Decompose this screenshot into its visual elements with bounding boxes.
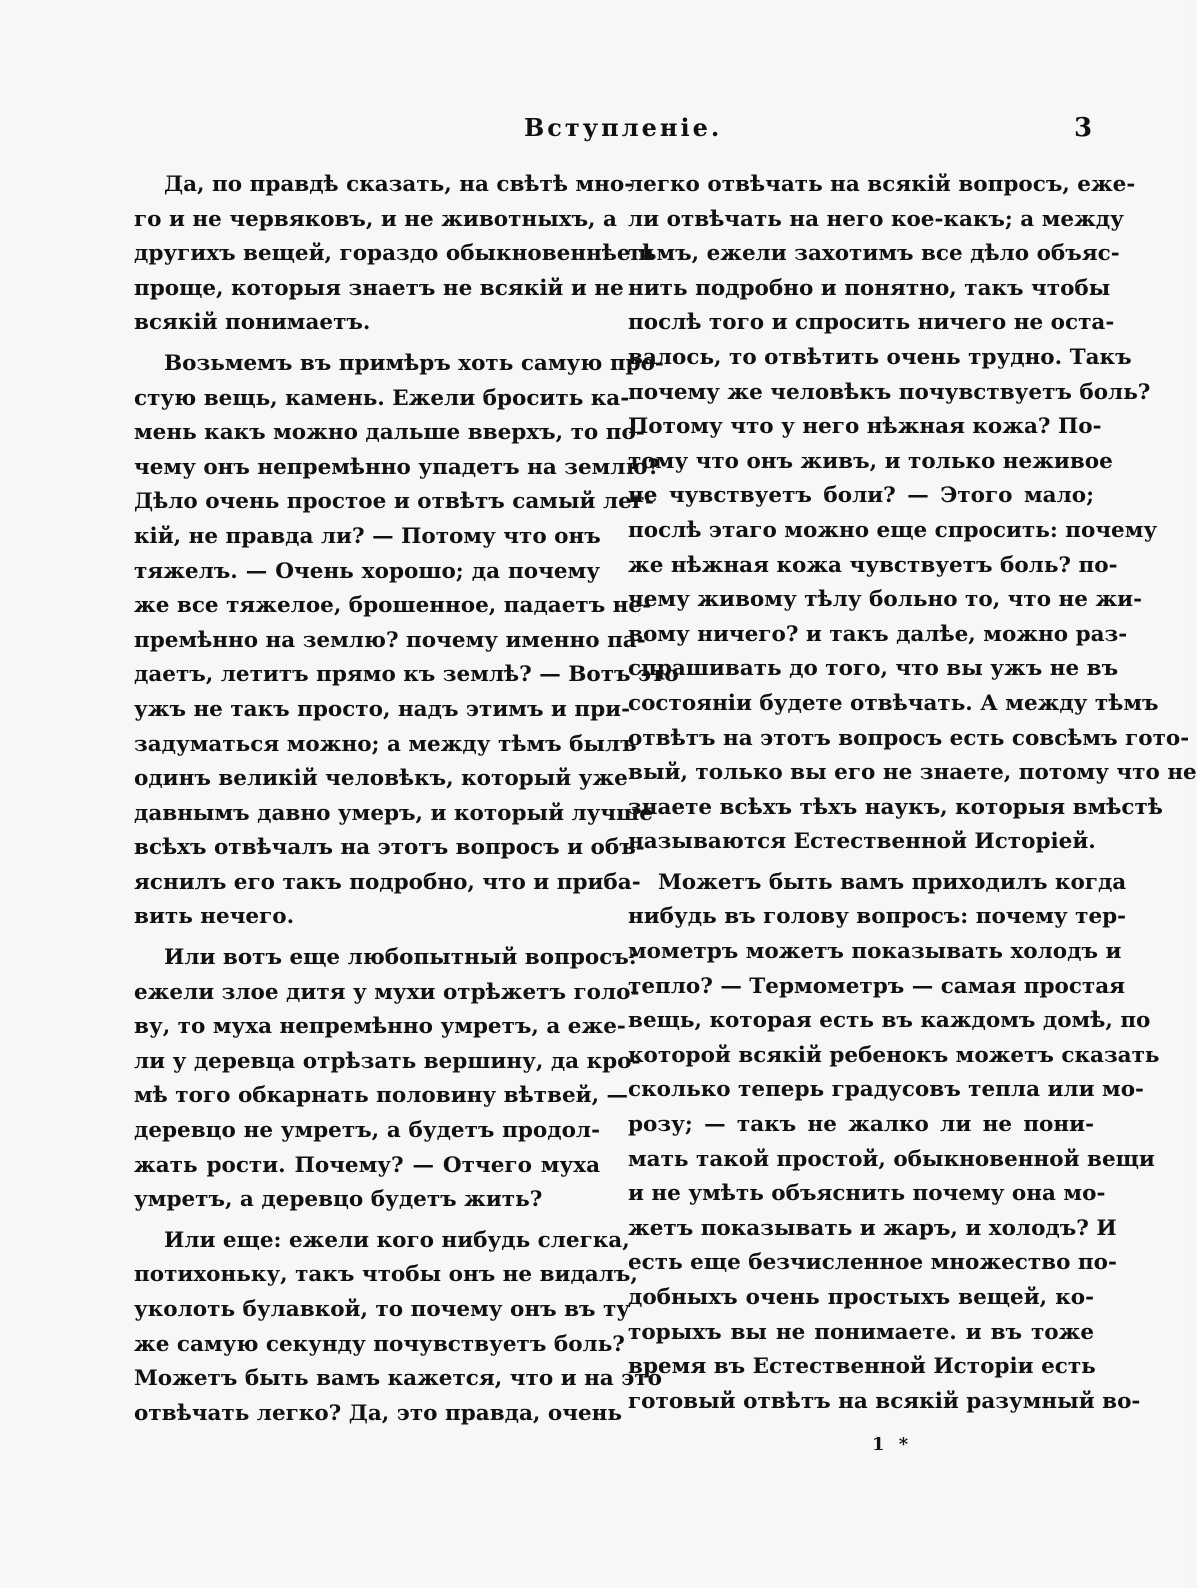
- text-line: мѣ того обкарнать половину вѣтвей, —: [134, 1083, 629, 1109]
- text-line: и не умѣть объяснить почему она мо-: [628, 1181, 1106, 1207]
- text-line: тяжелъ. — Очень хорошо; да почему: [134, 558, 600, 584]
- text-line: называются Естественной Исторіей.: [628, 829, 1096, 855]
- text-line: всѣхъ отвѣчалъ на этотъ вопросъ и объ-: [134, 835, 645, 861]
- text-line: другихъ вещей, гораздо обыкновеннѣе и: [134, 241, 655, 267]
- right-text-column: [628, 168, 1197, 1419]
- text-line: чему живому тѣлу больно то, что не жи-: [628, 587, 1143, 613]
- text-line: стую вещь, камень. Ежели бросить ка-: [134, 385, 630, 411]
- text-line: Потому что у него нѣжная кожа? По-: [628, 414, 1102, 440]
- text-line: потихоньку, такъ чтобы онъ не видалъ,: [134, 1262, 638, 1288]
- text-line: легко отвѣчать на всякій вопросъ, еже-: [628, 172, 1136, 197]
- running-header: [0, 112, 1191, 152]
- text-line: состояніи будете отвѣчать. А между тѣмъ: [628, 690, 1159, 716]
- text-line: чему онъ непремѣнно упадетъ на землю?: [134, 454, 661, 480]
- text-line: ли отвѣчать на него кое-какъ; а между: [628, 206, 1124, 232]
- text-line: не чувствуетъ боли? — Этого мало;: [628, 483, 1094, 509]
- text-line: проще, которыя знаетъ не всякій и не: [134, 275, 624, 301]
- text-line: мать такой простой, обыкновенной вещи: [628, 1146, 1155, 1172]
- text-line: вещь, которая есть въ каждомъ домѣ, по: [628, 1008, 1151, 1034]
- text-line: Или еще: ежели кого нибудь слегка,: [164, 1227, 630, 1253]
- text-line: Можетъ быть вамъ кажется, что и на это: [134, 1366, 662, 1392]
- text-line: тепло? — Термометръ — самая простая: [628, 973, 1126, 999]
- text-line: сколько теперь градусовъ тепла или мо-: [628, 1077, 1144, 1103]
- text-line: тѣмъ, ежели захотимъ все дѣло объяс-: [628, 241, 1120, 267]
- text-line: Или вотъ еще любопытный вопросъ:: [164, 945, 637, 971]
- text-line: ли у деревца отрѣзать вершину, да кро-: [134, 1048, 641, 1074]
- text-line: кій, не правда ли? — Потому что онъ: [134, 523, 601, 549]
- text-line: уколоть булавкой, то почему онъ въ ту: [134, 1297, 631, 1322]
- text-line: же все тяжелое, брошенное, падаетъ не-: [134, 593, 652, 619]
- text-line: которой всякій ребенокъ можетъ сказать: [628, 1042, 1160, 1068]
- text-line: Дѣло очень простое и отвѣтъ самый лег-: [134, 489, 654, 515]
- text-line: деревцо не умретъ, а будетъ продол-: [134, 1118, 600, 1144]
- text-line: нибудь въ голову вопросъ: почему тер-: [628, 904, 1127, 930]
- text-line: время въ Естественной Исторіи есть: [628, 1354, 1096, 1380]
- text-line: го и не червяковъ, и не животныхъ, а: [134, 206, 617, 232]
- text-line: одинъ великій человѣкъ, который уже: [134, 766, 628, 792]
- text-line: есть еще безчисленное множество по-: [628, 1250, 1117, 1276]
- text-line: вому ничего? и такъ далѣе, можно раз-: [628, 621, 1128, 647]
- text-line: розу; — такъ не жалко ли не пони-: [628, 1112, 1094, 1138]
- text-line: премѣнно на землю? почему именно па-: [134, 627, 646, 653]
- text-line: жать рости. Почему? — Отчего муха: [134, 1152, 600, 1178]
- text-line: послѣ того и спросить ничего не оста-: [628, 310, 1115, 336]
- text-line: ву, то муха непремѣнно умретъ, а еже-: [134, 1014, 626, 1040]
- text-line: нить подробно и понятно, такъ чтобы: [628, 275, 1111, 301]
- text-line: отвѣчать легко? Да, это правда, очень: [134, 1400, 622, 1426]
- text-line: даетъ, летитъ прямо къ землѣ? — Вотъ это: [134, 662, 679, 688]
- page-number: 3: [1074, 113, 1093, 143]
- text-line: вый, только вы его не знаете, потому что не: [628, 760, 1197, 786]
- left-text-column: [134, 168, 679, 1431]
- text-line: мометръ можетъ показывать холодъ и: [628, 939, 1122, 965]
- text-line: почему же человѣкъ почувствуетъ боль?: [628, 379, 1151, 405]
- text-line: добныхъ очень простыхъ вещей, ко-: [628, 1285, 1094, 1310]
- text-line: яснилъ его такъ подробно, что и приба-: [134, 869, 641, 895]
- text-line: ежели злое дитя у мухи отрѣжетъ голо-: [134, 979, 640, 1005]
- text-line: Возьмемъ въ примѣръ хоть самую про-: [164, 350, 664, 376]
- text-line: ужъ не такъ просто, надъ этимъ и при-: [134, 696, 631, 722]
- text-line: послѣ этаго можно еще спросить: почему: [628, 517, 1158, 543]
- text-line: вить нечего.: [134, 904, 295, 930]
- text-line: всякій понимаетъ.: [134, 310, 371, 336]
- text-line: жетъ показывать и жаръ, и холодъ? И: [628, 1215, 1117, 1241]
- text-line: знаете всѣхъ тѣхъ наукъ, которыя вмѣстѣ: [628, 794, 1163, 820]
- text-line: же нѣжная кожа чувствуетъ боль? по-: [628, 552, 1118, 578]
- text-line: Можетъ быть вамъ приходилъ когда: [658, 869, 1127, 895]
- text-line: тому что онъ живъ, и только неживое: [628, 448, 1113, 474]
- section-title: Вступленіе.: [524, 113, 723, 142]
- text-line: задуматься можно; а между тѣмъ былъ: [134, 731, 637, 757]
- text-line: торыхъ вы не понимаете. и въ тоже: [628, 1319, 1094, 1345]
- text-line: умретъ, а деревцо будетъ жить?: [134, 1187, 543, 1213]
- printer-signature-mark: 1 *: [872, 1434, 913, 1455]
- text-line: готовый отвѣтъ на всякій разумный во-: [628, 1388, 1141, 1414]
- text-line: давнымъ давно умеръ, и который лучше: [134, 800, 653, 826]
- text-line: же самую секунду почувствуетъ боль?: [134, 1331, 625, 1357]
- text-line: мень какъ можно дальше вверхъ, то по-: [134, 420, 645, 446]
- text-line: отвѣтъ на этотъ вопросъ есть совсѣмъ гото-: [628, 725, 1190, 751]
- text-line: спрашивать до того, что вы ужъ не въ: [628, 656, 1119, 682]
- text-line: Да, по правдѣ сказать, на свѣтѣ мно-: [164, 172, 634, 197]
- text-line: валось, то отвѣтить очень трудно. Такъ: [628, 344, 1132, 370]
